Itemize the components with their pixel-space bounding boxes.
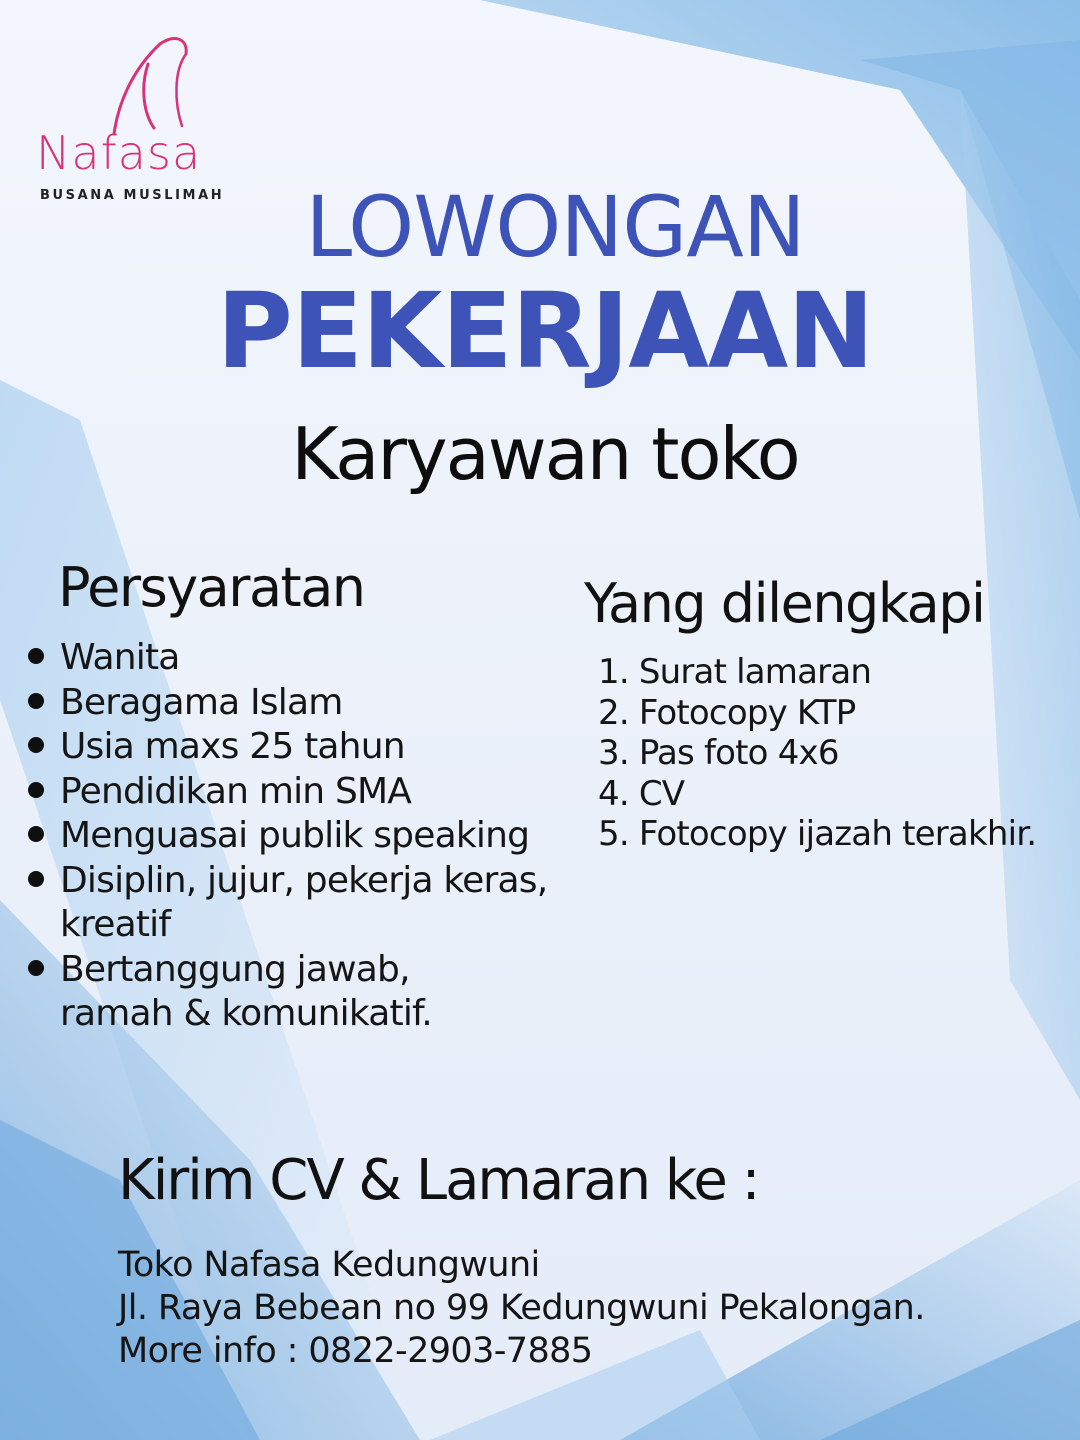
requirement-text: Beragama Islam [60, 681, 343, 723]
requirement-text: Bertanggung jawab, [60, 948, 410, 990]
requirement-text: Wanita [60, 637, 180, 678]
requirement-item [26, 681, 566, 726]
document-item: 1. Surat lamaran [598, 652, 872, 692]
bullet-icon [28, 737, 44, 753]
position-title: Karyawan toko [291, 412, 799, 496]
requirement-item [26, 814, 566, 859]
send-cv-title: Kirim CV & Lamaran ke : [118, 1148, 759, 1213]
headline-lowongan: LOWONGAN [305, 178, 805, 276]
requirement-text: Pendidikan min SMA [60, 770, 412, 812]
document-item: 5. Fotocopy ijazah terakhir. [598, 814, 1037, 854]
contact-block [118, 1244, 1058, 1373]
document-item: 3. Pas foto 4x6 [598, 733, 839, 773]
document-item: 2. Fotocopy KTP [598, 692, 856, 733]
brand-name: Nafasa [36, 126, 202, 180]
requirement-text: ramah & komunikatif. [60, 993, 432, 1034]
documents-title: Yang dilengkapi [584, 572, 985, 635]
requirement-text: Usia maxs 25 tahun [60, 726, 405, 767]
bullet-icon [28, 960, 44, 976]
requirement-item [26, 948, 566, 1037]
store-name: Toko Nafasa Kedungwuni [118, 1245, 540, 1285]
requirement-item [26, 725, 566, 770]
requirement-item [26, 859, 566, 948]
brand-tagline: BUSANA MUSLIMAH [40, 188, 225, 203]
requirement-text: Disiplin, jujur, pekerja keras, [60, 859, 548, 901]
requirement-text: Menguasai publik speaking [60, 815, 530, 856]
bullet-icon [28, 826, 44, 842]
bullet-icon [28, 693, 44, 709]
documents-list [598, 652, 1068, 855]
requirements-list [26, 636, 566, 1037]
requirement-text: kreatif [60, 904, 171, 945]
store-address: Jl. Raya Bebean no 99 Kedungwuni Pekalongan. [118, 1288, 925, 1328]
requirement-item [26, 636, 566, 681]
requirements-title: Persyaratan [58, 556, 365, 619]
contact-phone: More info : 0822-2903-7885 [118, 1331, 593, 1371]
bullet-icon [28, 648, 44, 664]
requirement-item [26, 770, 566, 815]
bullet-icon [28, 871, 44, 887]
headline-pekerjaan: PEKERJAAN [216, 270, 874, 392]
document-item: 4. CV [598, 773, 685, 814]
bullet-icon [28, 782, 44, 798]
